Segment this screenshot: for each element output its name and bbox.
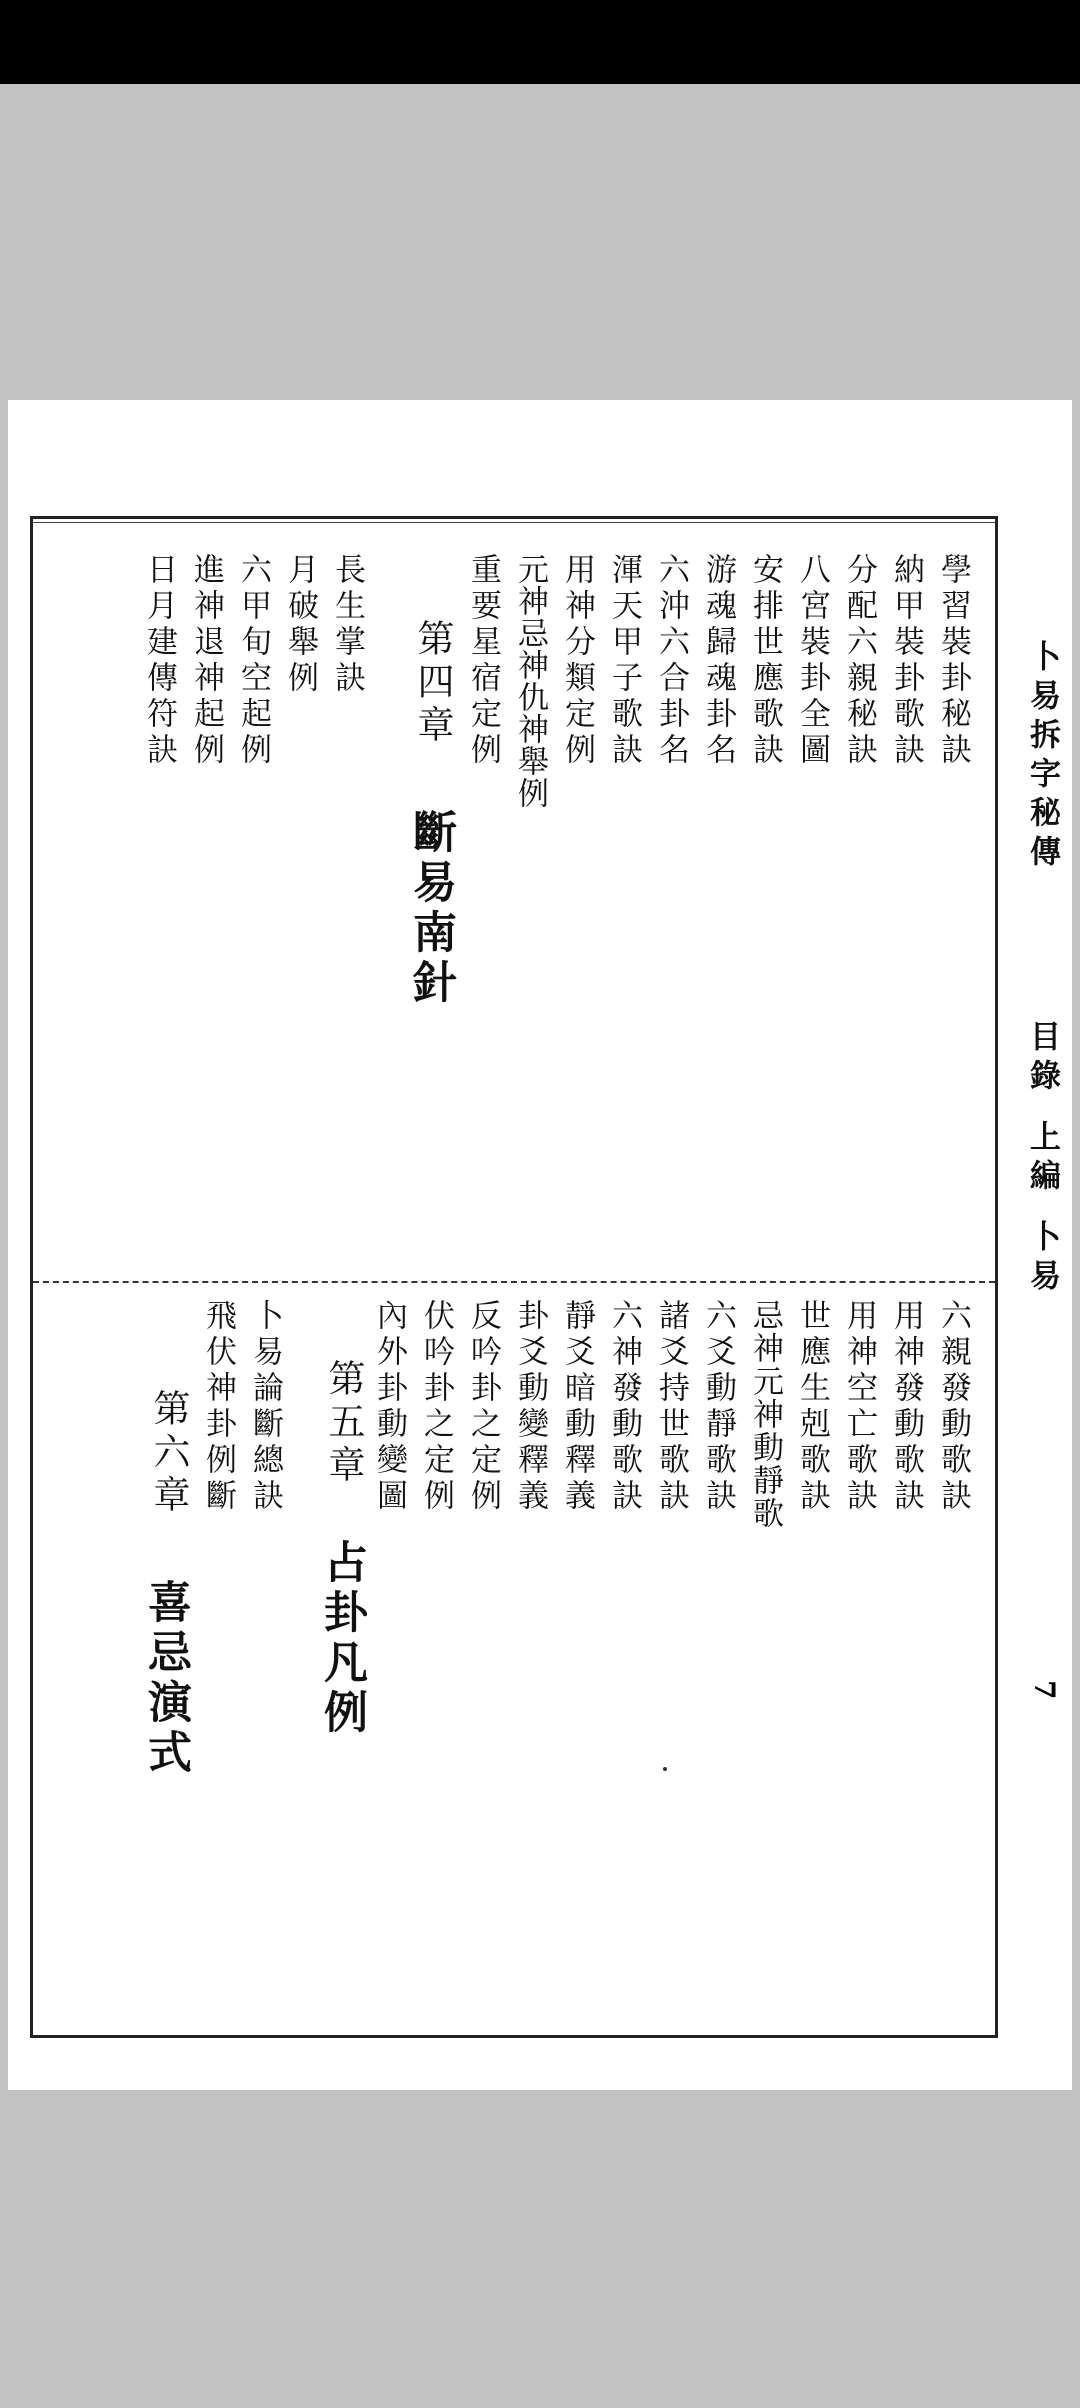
chapter-number: 第四章 [411, 619, 454, 748]
chapter-title: 占卦凡例 [316, 1539, 367, 1739]
section-divider [33, 1281, 995, 1283]
toc-entry: 六甲旬空起例 [235, 553, 271, 769]
subvolume-label: 卜易 [1024, 1220, 1060, 1298]
status-bar [0, 0, 1080, 84]
toc-entry: 分配六親秘訣 [841, 553, 877, 769]
toc-entry: 六神發動歌訣 [606, 1299, 642, 1515]
toc-entry: 進神退神起例 [188, 553, 224, 769]
toc-entry: 用神空亡歌訣 [841, 1299, 877, 1515]
toc-entry: 元神忌神仇神舉例 [512, 553, 548, 809]
ink-speck [663, 1767, 667, 1771]
toc-entry: 六親發動歌訣 [935, 1299, 971, 1515]
toc-entry: 伏吟卦之定例 [418, 1299, 454, 1515]
toc-entry: 學習裝卦秘訣 [935, 553, 971, 769]
toc-entry: 八宮裝卦全圖 [794, 553, 830, 769]
section-label: 目錄 [1024, 1020, 1060, 1098]
toc-entry: 游魂歸魂卦名 [700, 553, 736, 769]
toc-frame [30, 516, 998, 2038]
toc-entry: 月破舉例 [282, 553, 318, 697]
toc-entry: 長生掌訣 [329, 553, 365, 697]
toc-entry: 納甲裝卦歌訣 [888, 553, 924, 769]
toc-entry: 靜爻暗動釋義 [559, 1299, 595, 1515]
toc-entry: 內外卦動變圖 [371, 1299, 407, 1515]
page-number: 7 [1028, 1680, 1061, 1700]
toc-entry: 六爻動靜歌訣 [700, 1299, 736, 1515]
toc-entry: 重要星宿定例 [465, 553, 501, 769]
chapter-title: 斷易南針 [405, 809, 456, 1009]
toc-entry: 渾天甲子歌訣 [606, 553, 642, 769]
toc-entry: 諸爻持世歌訣 [653, 1299, 689, 1515]
volume-label: 上編 [1024, 1120, 1060, 1198]
toc-entry: 用神發動歌訣 [888, 1299, 924, 1515]
chapter-number: 第五章 [322, 1359, 365, 1488]
chapter-title: 喜忌演式 [140, 1579, 191, 1779]
toc-entry: 日月建傳符訣 [141, 553, 177, 769]
toc-entry: 用神分類定例 [559, 553, 595, 769]
book-title: 卜易拆字秘傳 [1024, 640, 1060, 874]
toc-entry: 反吟卦之定例 [465, 1299, 501, 1515]
toc-entry: 世應生剋歌訣 [794, 1299, 830, 1515]
chapter-number: 第六章 [147, 1389, 190, 1518]
toc-entry: 卦爻動變釋義 [512, 1299, 548, 1515]
toc-entry: 飛伏神卦例斷 [200, 1299, 236, 1515]
toc-entry: 六沖六合卦名 [653, 553, 689, 769]
scanned-page [8, 400, 1072, 2090]
toc-entry: 安排世應歌訣 [747, 553, 783, 769]
toc-entry: 忌神元神動靜歌 [747, 1299, 783, 1530]
toc-entry: 卜易論斷總訣 [247, 1299, 283, 1515]
